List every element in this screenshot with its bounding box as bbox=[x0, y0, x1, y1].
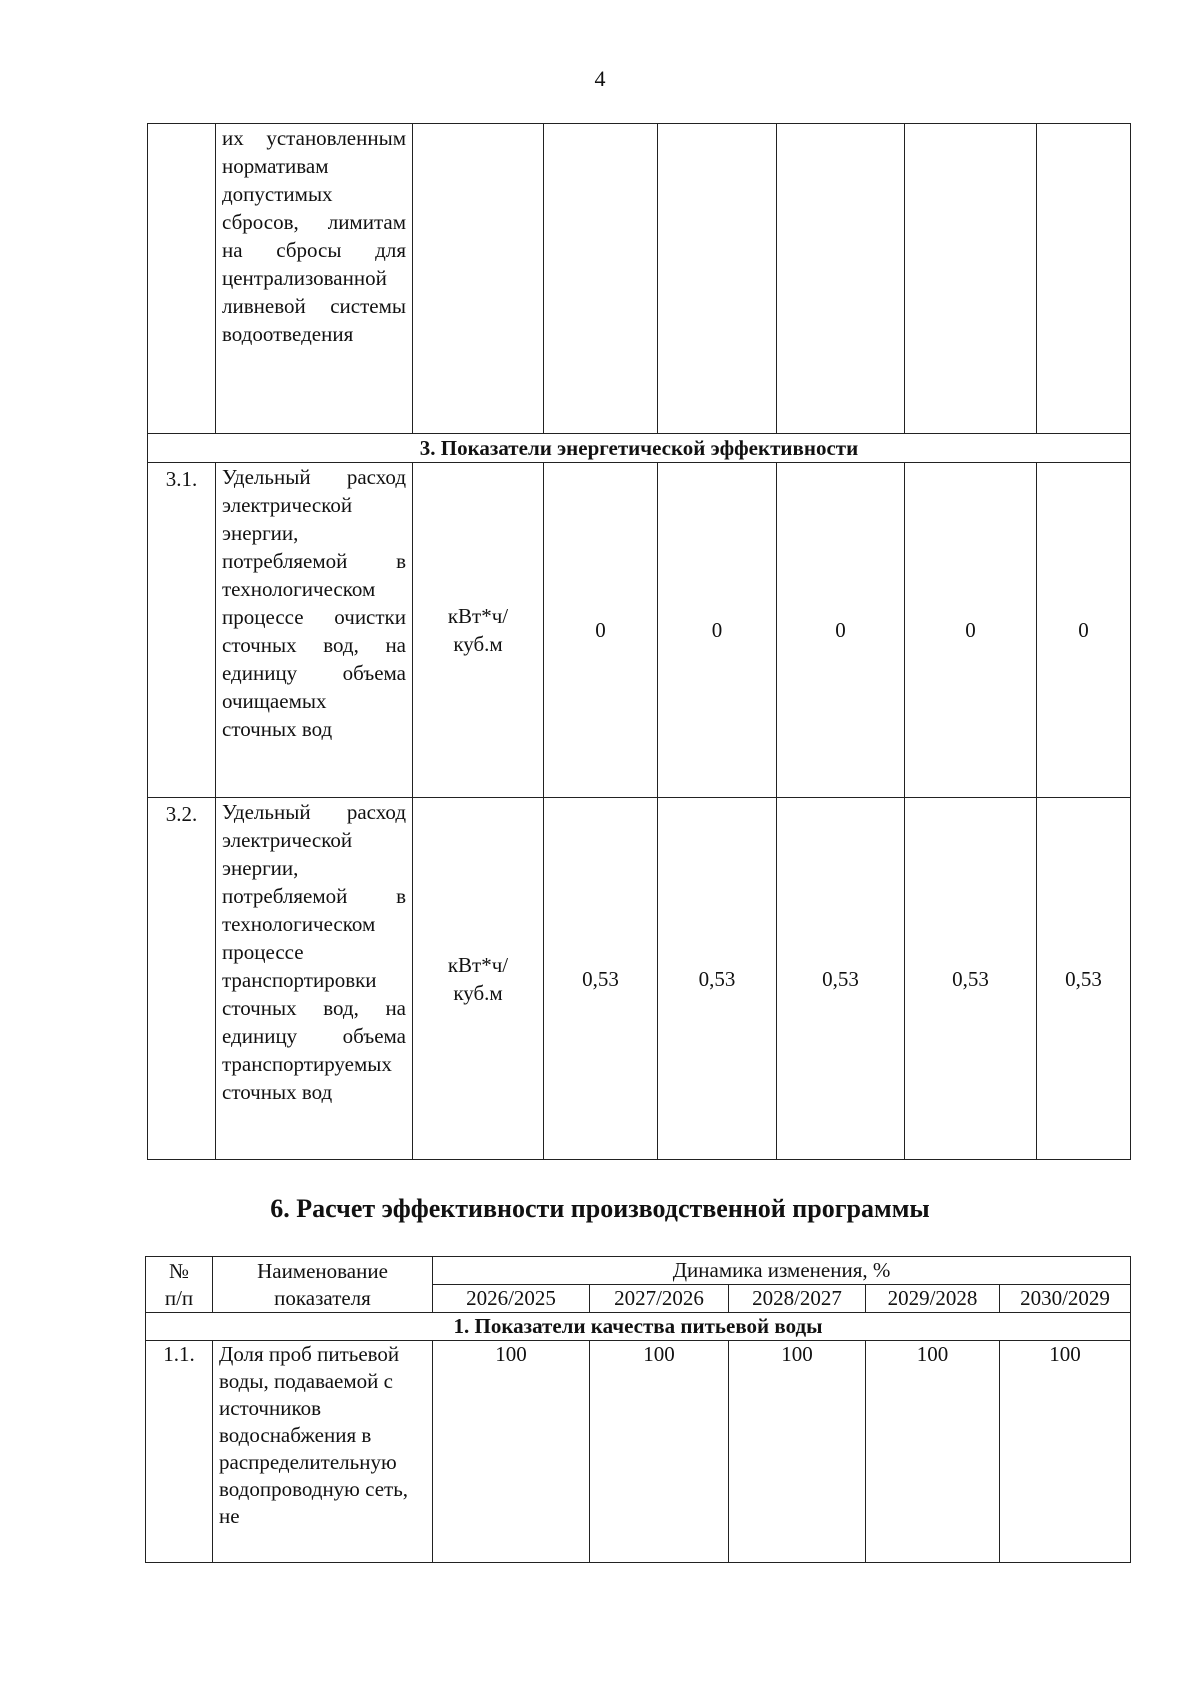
header-text: Наименование bbox=[257, 1258, 388, 1283]
page-number: 4 bbox=[594, 66, 606, 91]
value-cell: 100 bbox=[433, 1341, 590, 1563]
header-period: 2027/2026 bbox=[590, 1285, 729, 1313]
program-efficiency-table bbox=[145, 1256, 1131, 1563]
unit-line: куб.м bbox=[453, 980, 503, 1005]
value-cell bbox=[905, 124, 1037, 434]
value-cell: 0 bbox=[905, 463, 1037, 798]
value-cell: 0,53 bbox=[1037, 798, 1131, 1160]
unit-cell bbox=[413, 124, 544, 434]
indicator-name: Доля проб питьевой воды, подаваемой с источников водоснабжения в распределительную водопроводную сеть, не bbox=[213, 1341, 433, 1563]
value-cell: 0,53 bbox=[658, 798, 777, 1160]
unit-line: куб.м bbox=[453, 632, 503, 656]
value-cell: 100 bbox=[1000, 1341, 1131, 1563]
header-period: 2028/2027 bbox=[729, 1285, 866, 1313]
section-title: 3. Показатели энергетической эффективности bbox=[148, 434, 1131, 463]
value-cell: 0,53 bbox=[777, 798, 905, 1160]
unit-line: кВт*ч/ bbox=[447, 604, 509, 628]
indicator-name: Удельный расход электрической энергии, потребляемой в технологическом процессе очистки сточных вод, на единицу объема очищаемых сточных вод bbox=[216, 463, 413, 798]
header-row bbox=[146, 1257, 1131, 1285]
energy-indicators-table bbox=[147, 123, 1131, 1160]
section-row bbox=[146, 1313, 1131, 1341]
section-row bbox=[148, 434, 1131, 463]
table-row bbox=[146, 1341, 1131, 1563]
header-number bbox=[146, 1257, 213, 1313]
header-name bbox=[213, 1257, 433, 1313]
value-cell: 100 bbox=[729, 1341, 866, 1563]
value-cell: 100 bbox=[590, 1341, 729, 1563]
value-cell: 0 bbox=[1037, 463, 1131, 798]
unit-cell bbox=[413, 798, 544, 1160]
table-row bbox=[148, 463, 1131, 798]
header-period: 2029/2028 bbox=[866, 1285, 1000, 1313]
table-row bbox=[148, 124, 1131, 434]
value-cell bbox=[777, 124, 905, 434]
value-cell bbox=[1037, 124, 1131, 434]
row-number: 3.2. bbox=[148, 798, 216, 1160]
indicator-name: их установленным нормативам допустимых сбросов, лимитам на сбросы для централизованной ливневой системы водоотведения bbox=[216, 124, 413, 434]
header-period: 2030/2029 bbox=[1000, 1285, 1131, 1313]
value-cell: 0,53 bbox=[905, 798, 1037, 1160]
section-heading: 6. Расчет эффективности производственной программы bbox=[270, 1194, 930, 1223]
value-cell bbox=[658, 124, 777, 434]
header-text: показателя bbox=[274, 1285, 371, 1310]
table-row bbox=[148, 798, 1131, 1160]
value-cell: 0 bbox=[544, 463, 658, 798]
unit-line: кВт*ч/ bbox=[447, 952, 509, 977]
row-number: 1.1. bbox=[146, 1341, 213, 1563]
value-cell: 0,53 bbox=[544, 798, 658, 1160]
header-period: 2026/2025 bbox=[433, 1285, 590, 1313]
header-text: п/п bbox=[164, 1285, 194, 1310]
value-cell: 0 bbox=[658, 463, 777, 798]
value-cell bbox=[544, 124, 658, 434]
value-cell: 100 bbox=[866, 1341, 1000, 1563]
row-number: 3.1. bbox=[148, 463, 216, 798]
unit-cell bbox=[413, 463, 544, 798]
indicator-name: Удельный расход электрической энергии, потребляемой в технологическом процессе транспортировки сточных вод, на единицу объема транспортируемых сточных вод bbox=[216, 798, 413, 1160]
row-number bbox=[148, 124, 216, 434]
section-title: 1. Показатели качества питьевой воды bbox=[146, 1313, 1131, 1341]
value-cell: 0 bbox=[777, 463, 905, 798]
header-text: № bbox=[168, 1258, 190, 1283]
header-dynamics: Динамика изменения, % bbox=[433, 1257, 1131, 1285]
